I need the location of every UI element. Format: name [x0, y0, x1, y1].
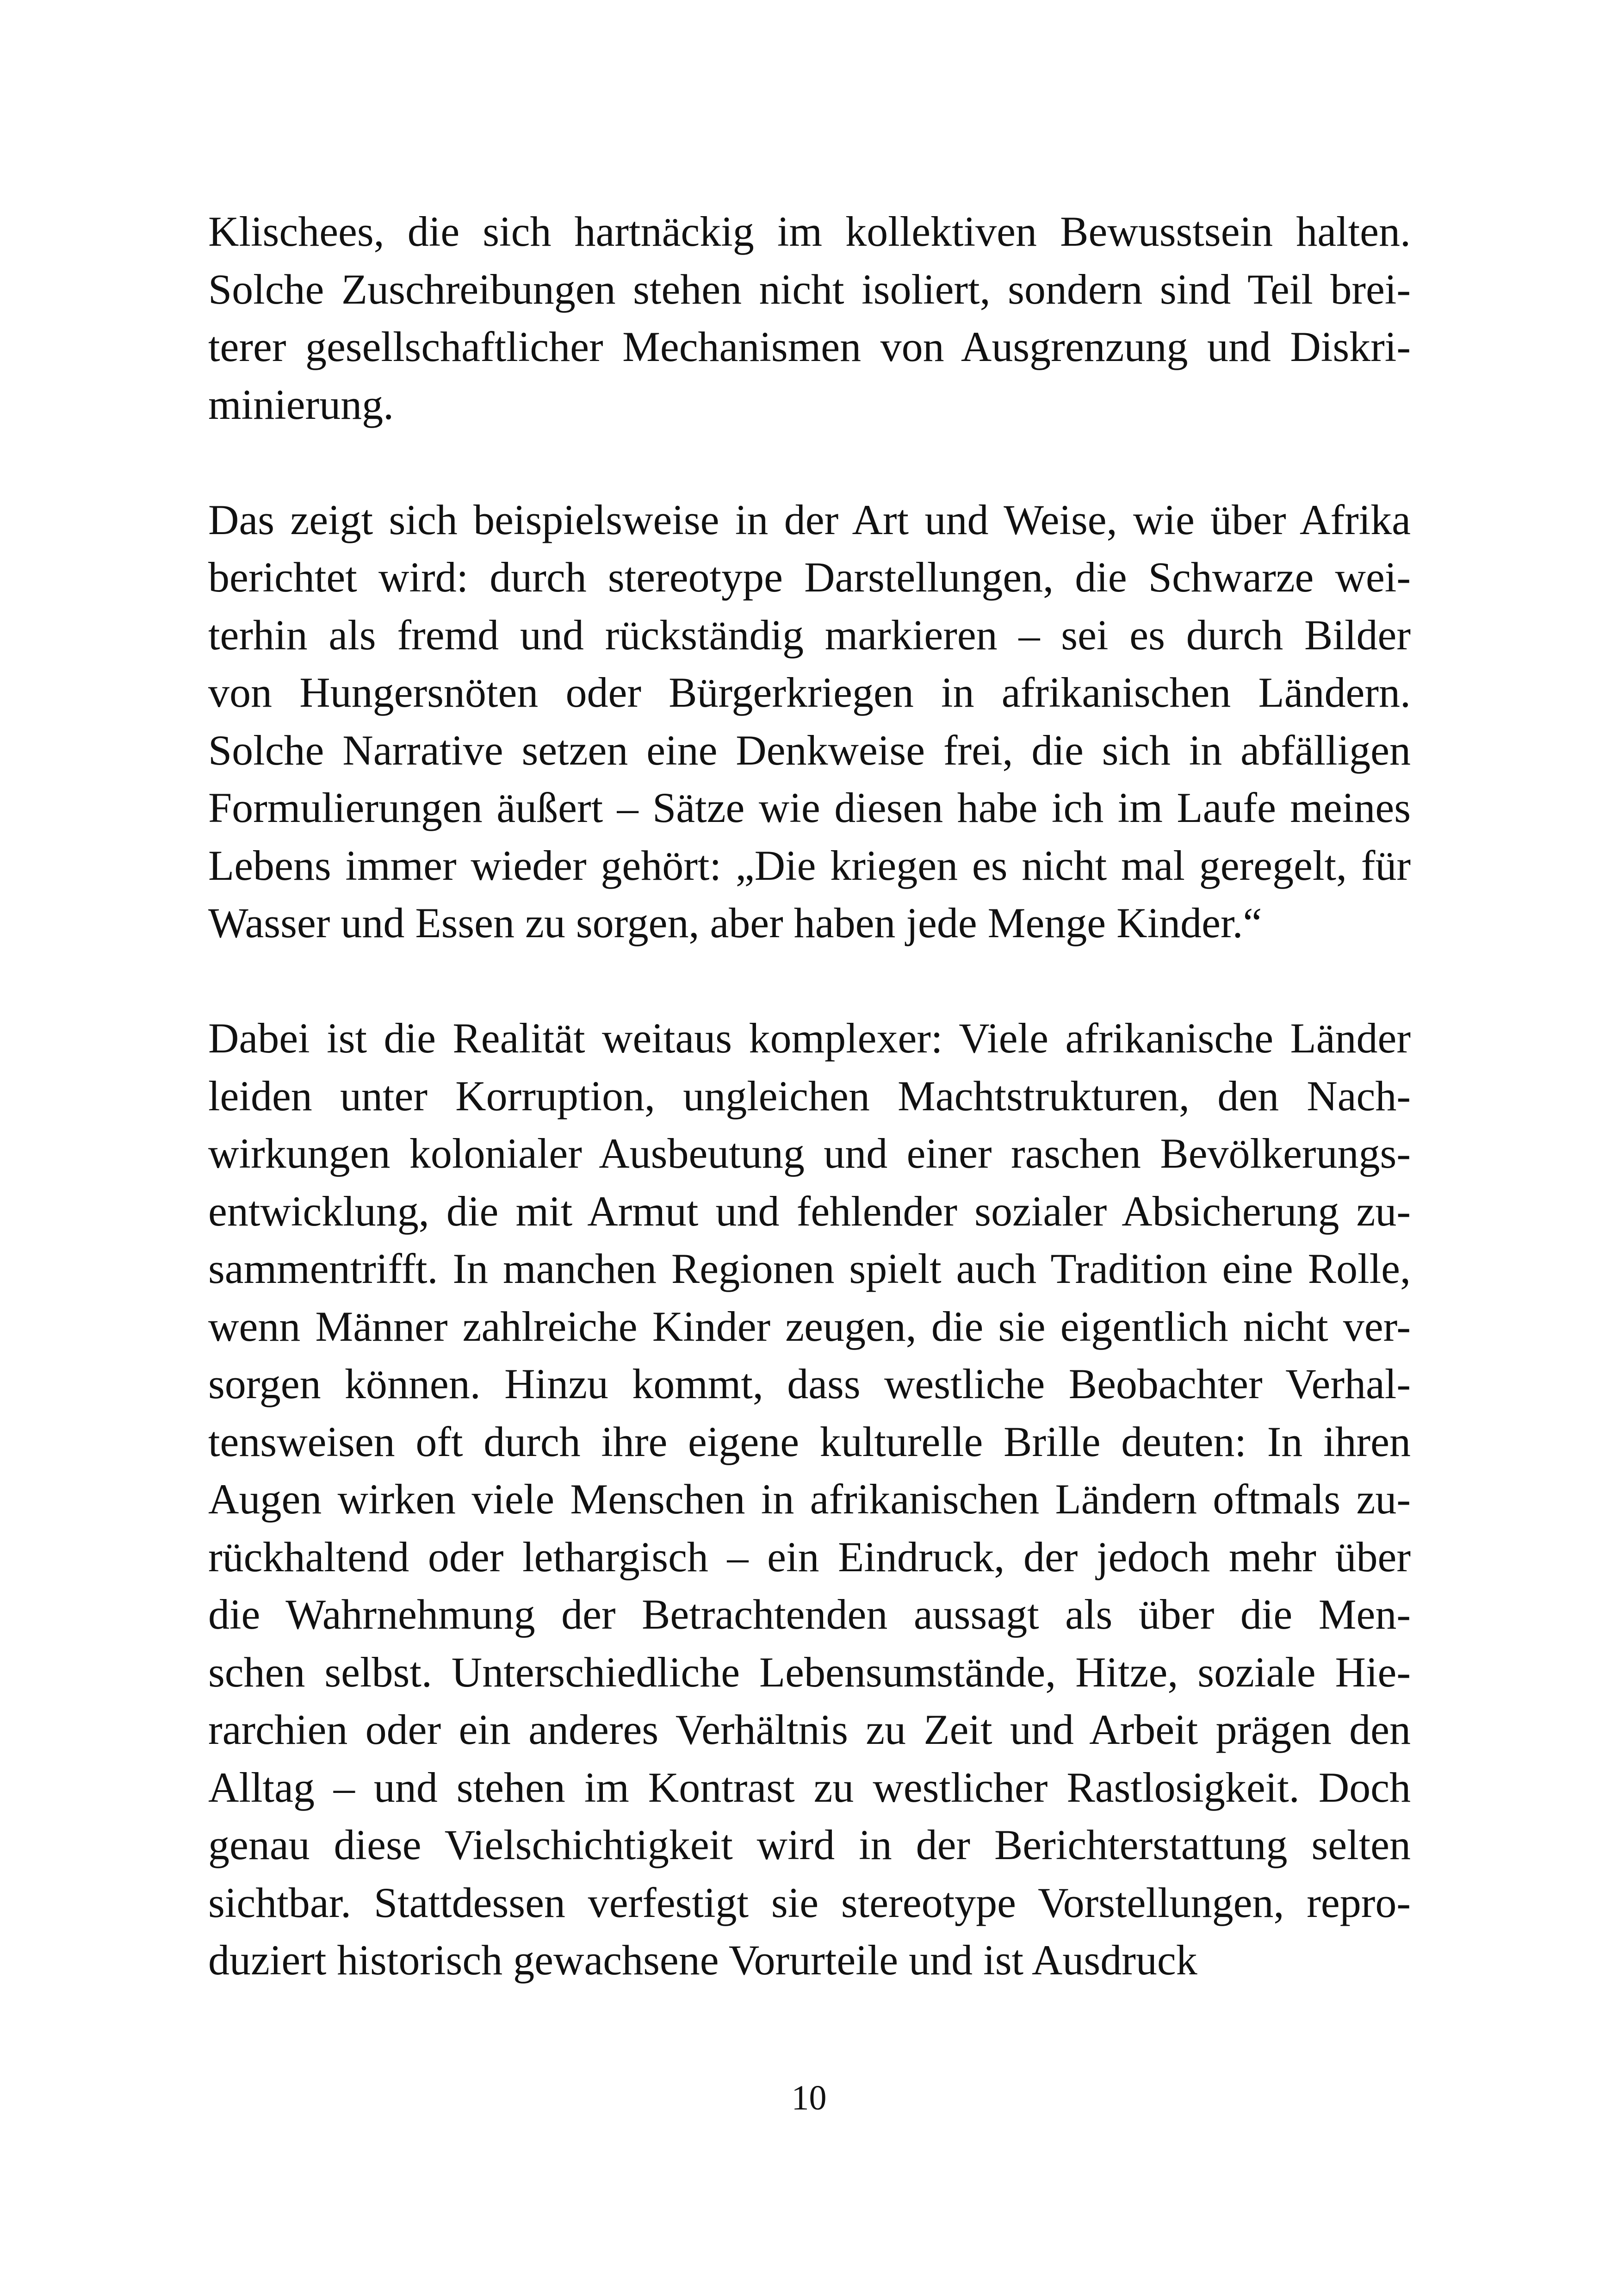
text-line: terer gesellschaftlicher Mechanismen von Ausgrenzung und Diskri- [208, 323, 1411, 370]
text-line: rarchien oder ein anderes Verhältnis zu Zeit und Arbeit prägen den [208, 1706, 1411, 1753]
text-line: tensweisen oft durch ihre eigene kulturelle Brille deuten: In ihren [208, 1418, 1411, 1465]
page-number: 10 [791, 2078, 827, 2117]
text-line: Solche Zuschreibungen stehen nicht isoliert, sondern sind Teil brei- [208, 265, 1411, 313]
text-line: terhin als fremd und rückständig markieren – sei es durch Bilder [208, 611, 1411, 659]
text-line: Dabei ist die Realität weitaus komplexer: Viele afrikanische Länder [208, 1014, 1411, 1062]
body-text [208, 203, 1411, 1989]
text-line: sammentrifft. In manchen Regionen spielt auch Tradition eine Rolle, [208, 1245, 1411, 1292]
text-line: sichtbar. Stattdessen verfestigt sie stereotype Vorstellungen, repro- [208, 1879, 1411, 1926]
text-line: berichtet wird: durch stereotype Darstellungen, die Schwarze wei- [208, 554, 1411, 601]
paragraph [208, 491, 1411, 952]
paragraph [208, 203, 1411, 433]
text-line: sorgen können. Hinzu kommt, dass westliche Beobachter Verhal- [208, 1360, 1411, 1407]
text-line: leiden unter Korruption, ungleichen Machtstrukturen, den Nach- [208, 1072, 1411, 1120]
text-line: die Wahrnehmung der Betrachtenden aussagt als über die Men- [208, 1591, 1411, 1638]
text-line: Das zeigt sich beispielsweise in der Art und Weise, wie über Afrika [208, 496, 1411, 543]
text-line: Formulierungen äußert – Sätze wie diesen habe ich im Laufe meines [208, 784, 1411, 831]
text-line: Lebens immer wieder gehört: „Die kriegen es nicht mal geregelt, für [208, 841, 1411, 889]
text-line: entwicklung, die mit Armut und fehlender sozialer Absicherung zu- [208, 1187, 1411, 1235]
text-line: wirkungen kolonialer Ausbeutung und einer raschen Bevölkerungs- [208, 1130, 1411, 1177]
text-line: Augen wirken viele Menschen in afrikanischen Ländern oftmals zu- [208, 1475, 1411, 1523]
text-line: von Hungersnöten oder Bürgerkriegen in afrikanischen Ländern. [208, 669, 1411, 716]
text-line: Klischees, die sich hartnäckig im kollektiven Bewusstsein halten. [208, 208, 1411, 255]
text-line: Wasser und Essen zu sorgen, aber haben jede Menge Kinder.“ [208, 899, 1262, 946]
text-line: genau diese Vielschichtigkeit wird in der Berichterstattung selten [208, 1821, 1411, 1868]
text-line: minierung. [208, 380, 394, 428]
text-line: wenn Männer zahlreiche Kinder zeugen, die sie eigentlich nicht ver- [208, 1302, 1411, 1350]
paragraph [208, 1009, 1411, 1989]
text-line: Solche Narrative setzen eine Denkweise frei, die sich in abfälligen [208, 726, 1411, 774]
text-line: Alltag – und stehen im Kontrast zu westlicher Rastlosigkeit. Doch [208, 1763, 1411, 1811]
text-line: duziert historisch gewachsene Vorurteile und ist Ausdruck [208, 1936, 1197, 1984]
text-line: schen selbst. Unterschiedliche Lebensumstände, Hitze, soziale Hie- [208, 1648, 1411, 1696]
text-line: rückhaltend oder lethargisch – ein Eindruck, der jedoch mehr über [208, 1533, 1411, 1580]
